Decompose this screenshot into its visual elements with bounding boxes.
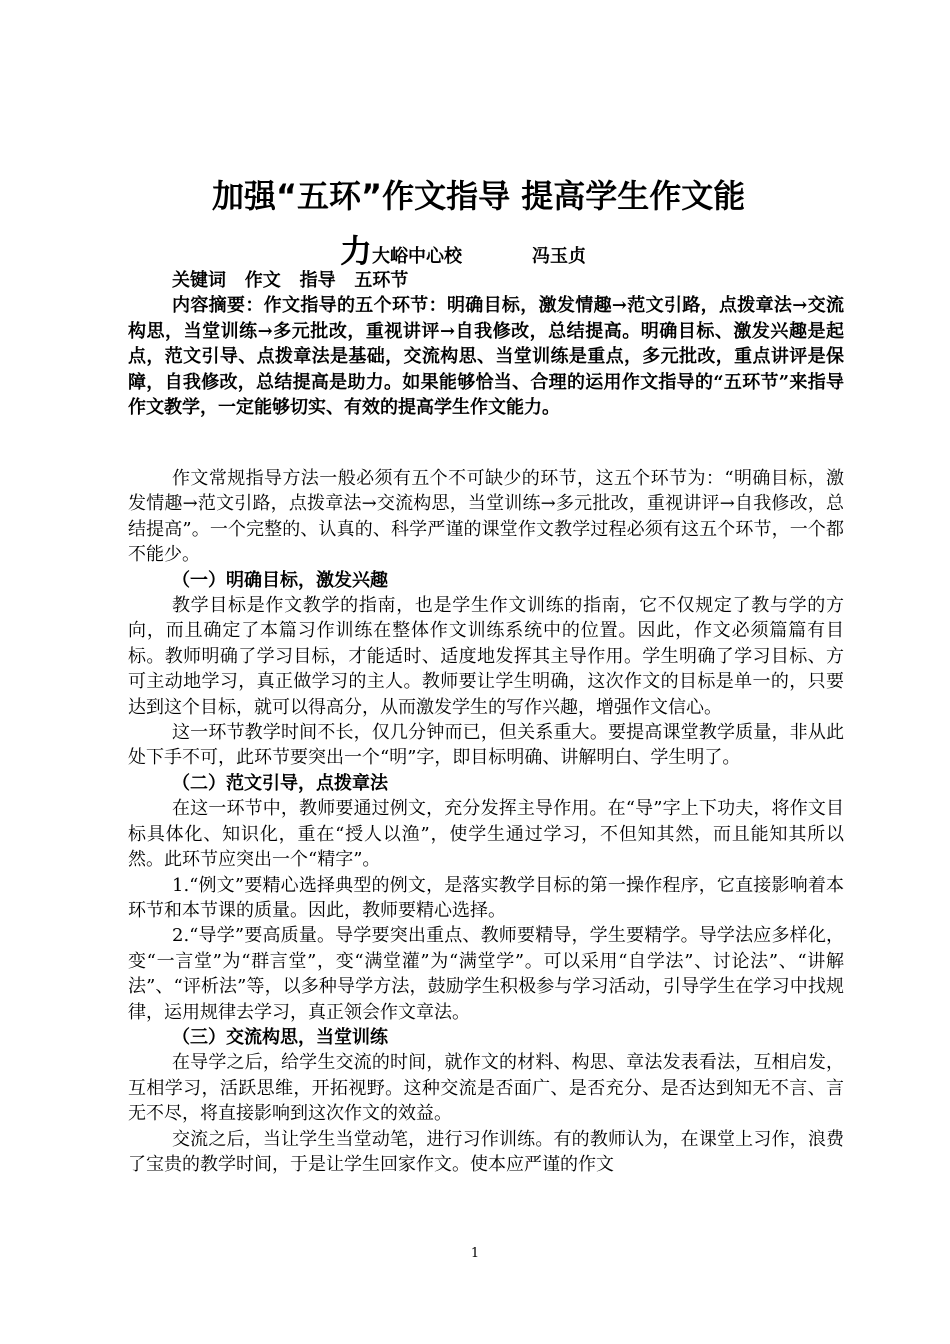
keywords: 关键词 作文 指导 五环节 bbox=[172, 270, 409, 291]
paragraph: 教学目标是作文教学的指南，也是学生作文训练的指南，它不仅规定了教与学的方向，而且确定了本篇习作训练在整体作文训练系统中的位置。因此，作文必须篇篇有目标。教师明确了学习目标，才能适时、适度地发挥其主导作用。学生明确了学习目标、方可主动地学习，真正做学习的主人。教师要让学生明确，这次作文的目标是单一的，只要达到这个目标，就可以得高分，从而激发学生的写作兴趣，增强作文信心。 bbox=[128, 595, 844, 718]
abstract-block bbox=[128, 268, 844, 420]
page-number: 1 bbox=[470, 1246, 480, 1261]
paragraph: 这一环节教学时间不长，仅几分钟而已，但关系重大。要提高课堂教学质量，非从此处下手不可，此环节要突出一个“明”字，即目标明确、讲解明白、学生明了。 bbox=[128, 722, 844, 769]
section-heading: （二）范文引导，点拨章法 bbox=[172, 772, 388, 794]
abstract-text: 作文指导的五个环节：明确目标，激发情趣→范文引路，点拨章法→交流构思，当堂训练→多元批改，重视讲评→自我修改，总结提高。明确目标、激发兴趣是起点，范文引导、点拨章法是基础，交流构思、当堂训练是重点，多元批改，重点讲评是保障，自我修改，总结提高是助力。如果能够恰当、合理的运用作文指导的“五环节”来指导作文教学，一定能够切实、有效的提高学生作文能力。 bbox=[128, 295, 845, 419]
paragraph: 2.“导学”要高质量。导学要突出重点、教师要精导，学生要精学。导学法应多样化，变“一言堂”为“群言堂”，变“满堂灌”为“满堂学”。可以采用“自学法”、讨论法”、“讲解法”、“评析法”等，以多种导学方法，鼓励学生积极参与学习活动，引导学生在学习中找规律，运用规律去学习，真正领会作文章法。 bbox=[128, 925, 844, 1023]
title-last-char: 力 bbox=[340, 232, 373, 270]
body-text bbox=[128, 466, 844, 1177]
school-name: 大峪中心校 bbox=[372, 246, 463, 267]
document-title: 加强“五环”作文指导 提高学生作文能 bbox=[212, 177, 746, 215]
paragraph: 1.“例文”要精心选择典型的例文，是落实教学目标的第一操作程序，它直接影响着本环节和本节课的质量。因此，教师要精心选择。 bbox=[128, 874, 844, 921]
section-heading: （三）交流构思，当堂训练 bbox=[172, 1026, 388, 1048]
section-heading: （一）明确目标，激发兴趣 bbox=[172, 569, 388, 591]
paragraph: 在导学之后，给学生交流的时间，就作文的材料、构思、章法发表看法，互相启发，互相学习，活跃思维，开拓视野。这种交流是否面广、是否充分、是否达到知无不言、言无不尽，将直接影响到这次作文的效益。 bbox=[128, 1052, 844, 1125]
abstract-label: 内容摘要： bbox=[172, 295, 264, 317]
intro-paragraph: 作文常规指导方法一般必须有五个不可缺少的环节，这五个环节为：“明确目标，激发情趣→范文引路，点拨章法→交流构思，当堂训练→多元批改，重视讲评→自我修改，总结提高”。一个完整的、认真的、科学严谨的课堂作文教学过程必须有这五个环节，一个都不能少。 bbox=[128, 468, 844, 566]
paragraph: 在这一环节中，教师要通过例文，充分发挥主导作用。在“导”字上下功夫，将作文目标具体化、知识化，重在“授人以渔”，使学生通过学习，不但知其然，而且能知其所以然。此环节应突出一个“精字”。 bbox=[128, 798, 844, 871]
abstract bbox=[128, 293, 844, 420]
author-name: 冯玉贞 bbox=[532, 246, 587, 267]
title-byline bbox=[340, 226, 586, 272]
paragraph: 交流之后，当让学生当堂动笔，进行习作训练。有的教师认为，在课堂上习作，浪费了宝贵的教学时间，于是让学生回家作文。使本应严谨的作文 bbox=[128, 1128, 844, 1175]
